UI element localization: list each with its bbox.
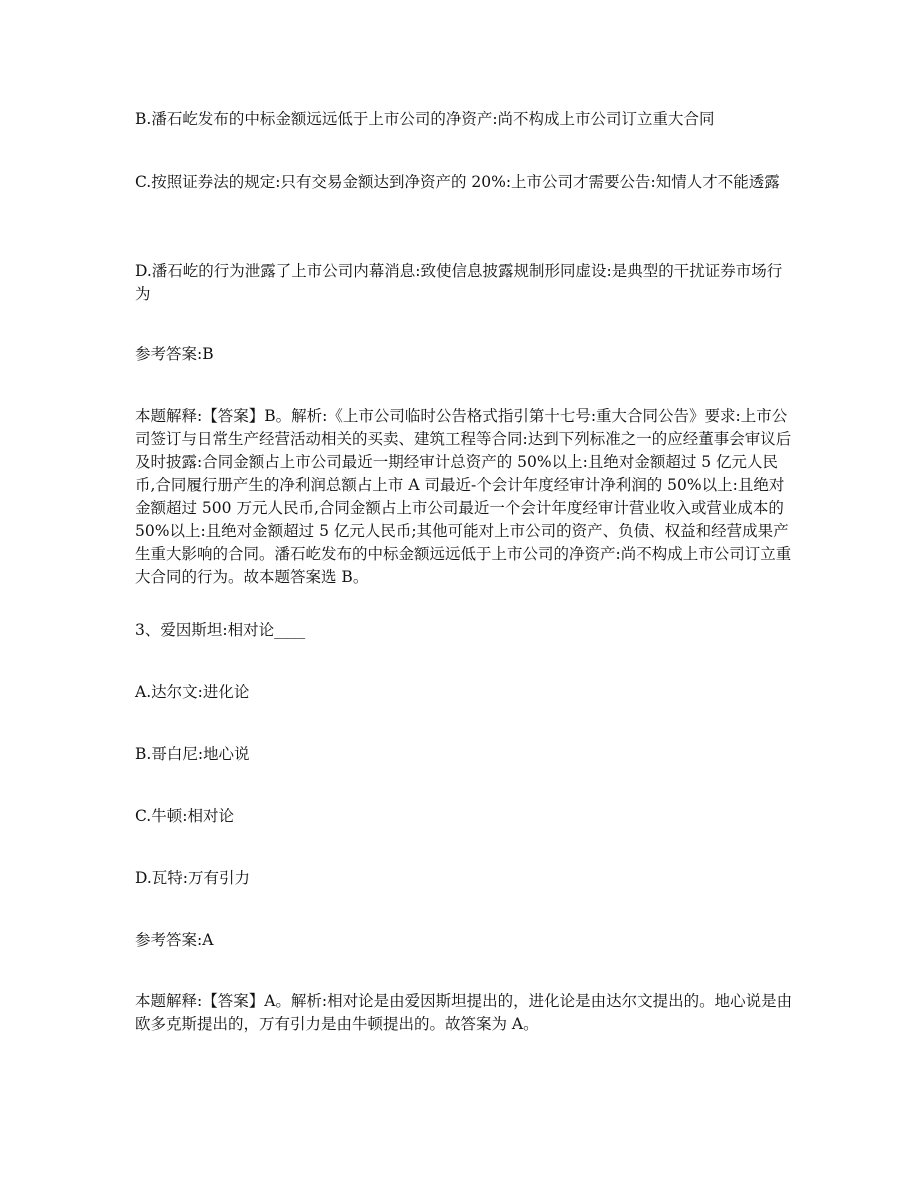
q3-option-a: A.达尔文:进化论	[135, 683, 250, 701]
q2-answer: 参考答案:B	[135, 345, 214, 363]
q2-option-b: B.潘石屹发布的中标金额远远低于上市公司的净资产:尚不构成上市公司订立重大合同	[135, 110, 715, 128]
q3-answer: 参考答案:A	[135, 931, 214, 949]
q3-option-d: D.瓦特:万有引力	[135, 869, 251, 887]
q3-question: 3、爱因斯坦:相对论____	[135, 621, 306, 639]
q2-explanation: 本题解释:【答案】B。解析:《上市公司临时公告格式指引第十七号:重大合同公告》要求:上市公司签订与日常生产经营活动相关的买卖、建筑工程等合同:达到下列标准之一的应经董事会审议后及时披露:合同金额占上市公司最近一期经审计总资产的 50%以上:且绝对金额超过 5 亿元人民币,合同履行册产生的净利润总额占上市 A 司最近-个会计年度经审计净利润的 50%以上:且绝对金额超过 500 万元人民币,合同金额占上市公司最近一个会计年度经审计营业收入或营业成本的 50%以上:且绝对金额超过 5 亿元人民币;其他可能对上市公司的资产、负债、权益和经营成果产生重大影响的合同。潘石屹发布的中标金额远远低于上市公司的净资产:尚不构成上市公司订立重大合同的行为。故本题答案选 B。	[135, 407, 792, 586]
q3-explanation: 本题解释:【答案】A。解析:相对论是由爱因斯坦提出的，进化论是由达尔文提出的。地心说是由欧多克斯提出的，万有引力是由牛顿提出的。故答案为 A。	[135, 992, 793, 1033]
q2-option-c: C.按照证券法的规定:只有交易金额达到净资产的 20%:上市公司才需要公告:知情人才不能透露	[135, 173, 780, 191]
q3-option-c: C.牛顿:相对论	[135, 807, 234, 825]
q2-option-d: D.潘石屹的行为泄露了上市公司内幕消息:致使信息披露规制形同虚设:是典型的干扰证券市场行为	[135, 262, 783, 303]
q3-option-b: B.哥白尼:地心说	[135, 745, 250, 763]
